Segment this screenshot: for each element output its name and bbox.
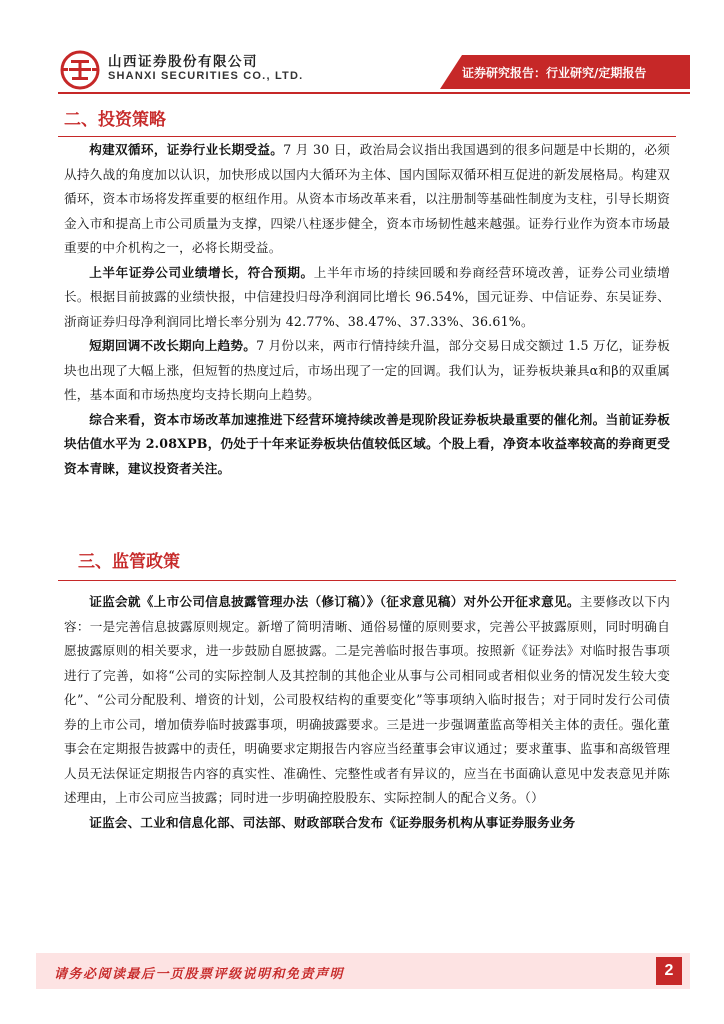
conclusion-paragraph: 综合来看，资本市场改革加速推进下经营环境持续改善是现阶段证券板块最重要的催化剂。当前证券板块估值水平为 2.08XPB，仍处于十年来证券板块估值较低区域。个股上看，净资本收益率较高的券商更受资本青睐，建议投资者关注。	[64, 411, 670, 476]
section-title-investment-strategy: 二、投资策略	[64, 110, 166, 130]
paragraph-text: 主要修改以下内容：一是完善信息披露原则规定。新增了简明清晰、通俗易懂的原则要求，完善公平披露原则，同时明确自愿披露原则的相关要求，进一步鼓励自愿披露。二是完善临时报告事项。按照新《证券法》对临时报告事项进行了完善，如将“公司的实际控制人及其控制的其他企业从事与公司相同或者相似业务的情况发生较大变化”、“公司分配股利、增资的计划，公司股权结构的重要变化”等事项纳入临时报告；对于同时发行公司债券的上市公司，增加债券临时披露事项，明确披露要求。三是进一步强调董监高等相关主体的责任。强化董事会在定期报告披露中的责任，明确要求定期报告内容应当经董事会审议通过；要求董事、监事和高级管理人员无法保证定期报告内容的真实性、准确性、完整性或者有异议的，应当在书面确认意见中发表意见并陈述理由，上市公司应当披露；同时进一步明确控股股东、实际控制人的配合义务。（）	[64, 594, 671, 805]
paragraph-lead: 证监会就《上市公司信息披露管理办法（修订稿）》（征求意见稿）对外公开征求意见。	[89, 594, 580, 609]
paragraph-lead: 证监会、工业和信息化部、司法部、财政部联合发布《证券服务机构从事证券服务业务	[89, 814, 576, 830]
section-title-regulatory-policy: 三、监管政策	[78, 552, 180, 572]
section-divider	[58, 136, 676, 137]
paragraph	[64, 334, 670, 408]
paragraph	[64, 811, 670, 836]
shanxi-securities-logo-icon	[58, 48, 102, 92]
page-number: 2	[656, 957, 682, 985]
section-divider	[58, 580, 676, 581]
company-name-cn: 山西证券股份有限公司	[108, 54, 258, 70]
paragraph	[64, 590, 670, 811]
paragraph	[64, 261, 670, 335]
page-header	[0, 0, 724, 100]
header-divider	[58, 92, 690, 94]
paragraph-text: 7 月 30 日，政治局会议指出我国遇到的很多问题是中长期的，必须从持久战的角度加以认识，加快形成以国内大循环为主体、国内国际双循环相互促进的新发展格局。构建双循环，资本市场将发挥重要的枢纽作用。从资本市场改革来看，以注册制等基础性制度为支柱，引导长期资金入市和提高上市公司质量为支撑，四梁八柱逐步健全，资本市场韧性越来越强。证券行业作为资本市场最重要的中介机构之一，必将长期受益。	[64, 142, 670, 255]
paragraph-lead: 构建双循环，证券行业长期受益。	[89, 142, 284, 157]
company-name-en: SHANXI SECURITIES CO., LTD.	[108, 70, 304, 82]
paragraph-lead: 短期回调不改长期向上趋势。	[89, 338, 257, 353]
section-regulatory-policy	[64, 590, 670, 835]
paragraph-lead: 上半年证券公司业绩增长，符合预期。	[89, 264, 314, 280]
section-investment-strategy	[64, 138, 670, 481]
paragraph	[64, 138, 670, 261]
disclaimer-notice: 请务必阅读最后一页股票评级说明和免责声明	[54, 967, 345, 982]
report-type-label: 证券研究报告：行业研究/定期报告	[462, 66, 647, 80]
page-footer	[36, 953, 690, 989]
paragraph-text: 上半年市场的持续回暖和券商经营环境改善，证券公司业绩增长。根据目前披露的业绩快报，中信建投归母净利润同比增长 96.54%，国元证券、中信证券、东吴证券、浙商证券归母净利润同比增长率分别为 42.77%、38.47%、37.33%、36.61%。	[64, 264, 670, 329]
paragraph-text: 7 月份以来，两市行情持续升温，部分交易日成交额过 1.5 万亿，证券板块也出现了大幅上涨，但短暂的热度过后，市场出现了一定的回调。我们认为，证券板块兼具α和β的双重属性，基本面和市场热度均支持长期向上趋势。	[64, 338, 670, 402]
